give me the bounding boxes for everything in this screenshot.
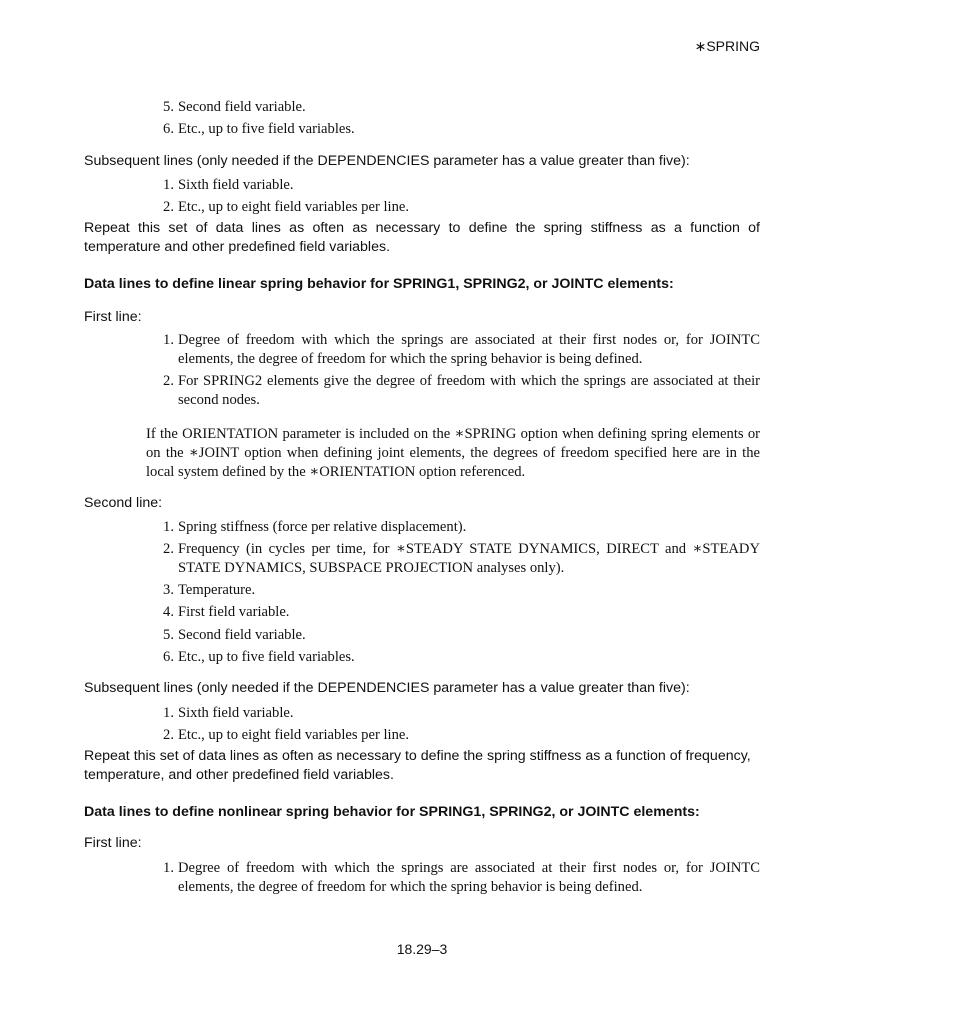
list-number: 1.: [163, 860, 174, 876]
list-text: Frequency (in cycles per time, for ∗STEADY STATE DYNAMICS, DIRECT and ∗STEADY STATE DYNAMICS, SUBSPACE PROJECTION analyses only).: [178, 541, 760, 576]
list-number: 1.: [163, 177, 174, 193]
list-number: 2.: [163, 373, 174, 389]
list-number: 3.: [163, 582, 174, 598]
repeat-paragraph: Repeat this set of data lines as often as necessary to define the spring stiffness as a function of frequency, temperature, and other predefined field variables.: [84, 748, 751, 783]
list-text: Etc., up to five field variables.: [178, 649, 355, 665]
list-number: 1.: [163, 519, 174, 535]
list-number: 5.: [163, 99, 174, 115]
list-text: Etc., up to five field variables.: [178, 121, 355, 137]
page-number: 18.29–3: [396, 941, 448, 957]
list-text: Sixth field variable.: [178, 705, 294, 721]
list-number: 2.: [163, 541, 174, 557]
list-text: Etc., up to eight field variables per line.: [178, 199, 409, 215]
list-text: Degree of freedom with which the springs are associated at their first nodes or, for JOINTC elements, the degree of freedom for which the spring behavior is being defined.: [178, 332, 760, 367]
second-line-label: Second line:: [84, 495, 163, 511]
list-number: 4.: [163, 604, 174, 620]
list-text: Second field variable.: [178, 99, 306, 115]
list-text: Temperature.: [178, 582, 256, 598]
first-line-label: First line:: [84, 835, 142, 851]
orientation-note: If the ORIENTATION parameter is included on the ∗SPRING option when defining spring elements or on the ∗JOINT option when defining joint elements, the degrees of freedom specified here are in the local system defined by the ∗ORIENTATION option referenced.: [146, 426, 760, 480]
list-text: Degree of freedom with which the springs are associated at their first nodes or, for JOINTC elements, the degree of freedom for which the spring behavior is being defined.: [178, 860, 760, 895]
list-text: Etc., up to eight field variables per line.: [178, 727, 409, 743]
list-number: 1.: [163, 332, 174, 348]
list-number: 5.: [163, 627, 174, 643]
list-text: Second field variable.: [178, 627, 306, 643]
subsequent-lines-label: Subsequent lines (only needed if the DEPENDENCIES parameter has a value greater than five):: [84, 680, 690, 696]
list-number: 1.: [163, 705, 174, 721]
list-text: First field variable.: [178, 604, 290, 620]
section-heading: Data lines to define linear spring behavior for SPRING1, SPRING2, or JOINTC elements:: [84, 276, 674, 292]
list-number: 6.: [163, 121, 174, 137]
list-number: 2.: [163, 199, 174, 215]
first-line-label: First line:: [84, 309, 142, 325]
list-text: Spring stiffness (force per relative displacement).: [178, 519, 467, 535]
list-number: 6.: [163, 649, 174, 665]
list-text: Sixth field variable.: [178, 177, 294, 193]
list-text: For SPRING2 elements give the degree of freedom with which the springs are associated at their second nodes.: [178, 373, 760, 408]
list-number: 2.: [163, 727, 174, 743]
section-heading: Data lines to define nonlinear spring behavior for SPRING1, SPRING2, or JOINTC elements:: [84, 804, 700, 820]
repeat-paragraph: Repeat this set of data lines as often as necessary to define the spring stiffness as a function of temperature and other predefined field variables.: [84, 220, 760, 255]
running-header: ∗SPRING: [694, 38, 760, 54]
subsequent-lines-label: Subsequent lines (only needed if the DEPENDENCIES parameter has a value greater than five):: [84, 153, 690, 169]
